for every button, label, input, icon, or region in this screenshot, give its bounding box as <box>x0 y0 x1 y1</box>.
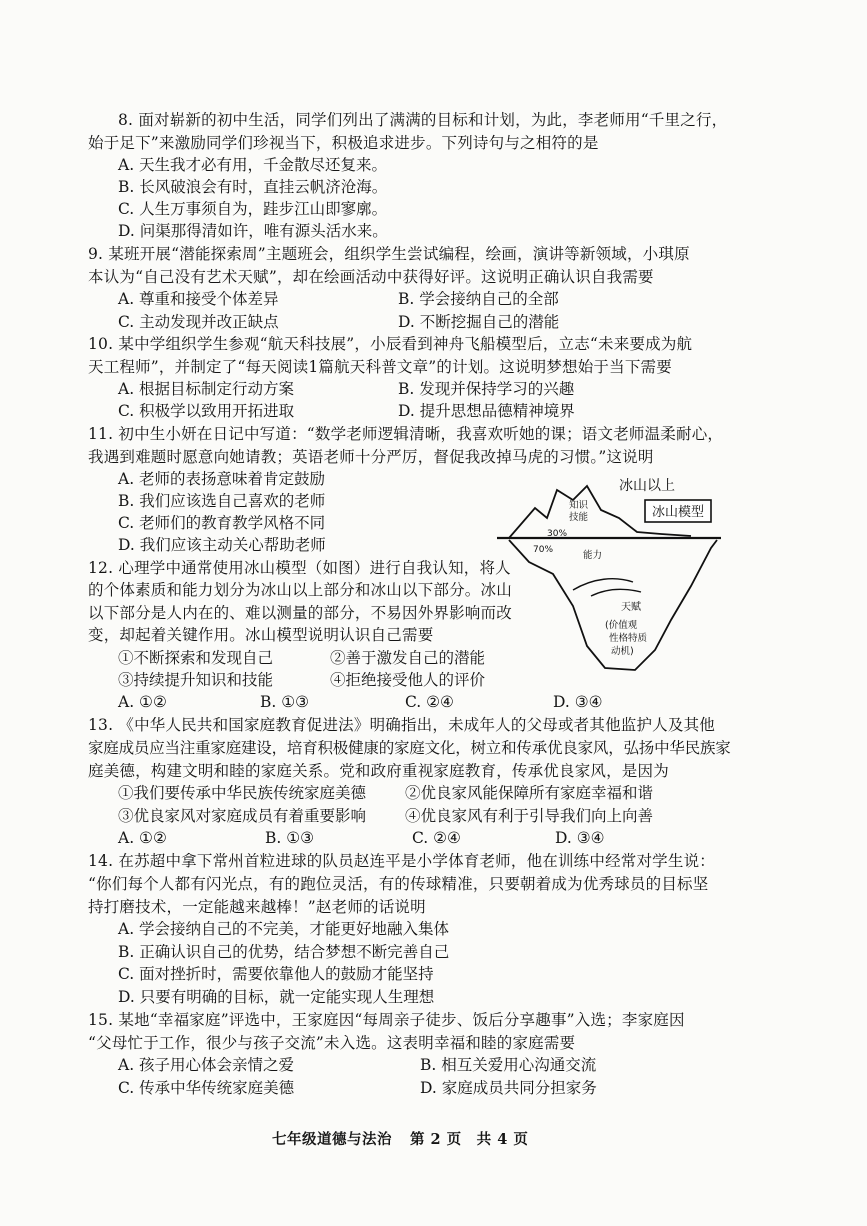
q15-stem-line-2: “父母忙于工作，很少与孩子交流”未入选。这表明幸福和睦的家庭需要 <box>88 1034 576 1052</box>
q14-stem-line-2: “你们每个人都有闪光点，有的跑位灵活，有的传球精准，只要朝着成为优秀球员的目标坚 <box>88 875 709 893</box>
q8-stem-line-1: 8. 面对崭新的初中生活，同学们列出了满满的目标和计划，为此，李老师用“千里之行， <box>118 111 728 129</box>
inner-line-2 <box>591 589 641 596</box>
iceberg-model-figure <box>495 470 730 680</box>
q15-option-c: C. 传承中华传统家庭美德 <box>118 1079 295 1097</box>
q9-option-a: A. 尊重和接受个体差异 <box>118 290 279 308</box>
inner-line-1 <box>573 579 633 590</box>
q12-stem-line-2: 的个体素质和能力划分为冰山以上部分和冰山以下部分。冰山 <box>88 581 512 599</box>
q11-option-a: A. 老师的表扬意味着肯定鼓励 <box>118 470 326 488</box>
pct-above: 30% <box>547 529 568 539</box>
ability-label: 能力 <box>583 550 603 561</box>
q13-item-2: ②优良家风能保障所有家庭幸福和谐 <box>405 784 654 802</box>
q14-stem-line-3: 持打磨技术，一定能越来越棒！”赵老师的话说明 <box>88 898 426 916</box>
q12-item-4: ④拒绝接受他人的评价 <box>330 671 486 689</box>
above-label: 冰山以上 <box>619 478 675 494</box>
q13-stem-line-3: 庭美德，构建文明和睦的家庭关系。党和政府重视家庭教育，传承优良家风，是因为 <box>88 762 669 780</box>
deep-label-3: 动机) <box>611 646 634 657</box>
q12-item-3: ③持续提升知识和技能 <box>118 671 274 689</box>
q14-option-b: B. 正确认识自己的优势，结合梦想不断完善自己 <box>118 943 450 961</box>
q15-option-d: D. 家庭成员共同分担家务 <box>420 1079 597 1097</box>
q13-option-b: B. ①③ <box>265 829 315 847</box>
q10-option-d: D. 提升思想品德精神境界 <box>398 402 575 420</box>
q10-stem-line-1: 10. 某中学组织学生参观“航天科技展”，小辰看到神舟飞船模型后，立志“未来要成为航 <box>88 335 693 353</box>
q13-option-d: D. ③④ <box>555 829 605 847</box>
q11-stem-line-1: 11. 初中生小妍在日记中写道：“数学老师逻辑清晰，我喜欢听她的课；语文老师温柔耐心， <box>88 425 724 443</box>
footer-subject: 七年级道德与法治 <box>272 1131 392 1148</box>
q9-option-c: C. 主动发现并改正缺点 <box>118 313 279 331</box>
q15-option-a: A. 孩子用心体会亲情之爱 <box>118 1056 295 1074</box>
deep-label-2: 性格特质 <box>609 633 648 644</box>
q12-stem-line-4: 变，却起着关键作用。冰山模型说明认识自己需要 <box>88 626 434 644</box>
q9-option-b: B. 学会接纳自己的全部 <box>398 290 559 308</box>
q13-option-c: C. ②④ <box>412 829 461 847</box>
q10-option-c: C. 积极学以致用开拓进取 <box>118 402 295 420</box>
q12-option-b: B. ①③ <box>260 693 310 711</box>
q12-stem-line-1: 12. 心理学中通常使用冰山模型（如图）进行自我认知，将人 <box>88 559 511 577</box>
deep-label-1: (价值观 <box>605 620 638 631</box>
q11-option-c: C. 老师们的教育教学风格不同 <box>118 514 326 532</box>
q10-option-b: B. 发现并保持学习的兴趣 <box>398 380 575 398</box>
q11-option-d: D. 我们应该主动关心帮助老师 <box>118 536 326 554</box>
q14-option-d: D. 只要有明确的目标，就一定能实现人生理想 <box>118 988 435 1006</box>
q12-item-2: ②善于激发自己的潜能 <box>330 649 486 667</box>
model-label: 冰山模型 <box>651 505 705 520</box>
q10-option-a: A. 根据目标制定行动方案 <box>118 380 295 398</box>
q9-option-d: D. 不断挖掘自己的潜能 <box>398 313 560 331</box>
q8-option-a: A. 天生我才必有用，千金散尽还复来。 <box>118 156 388 174</box>
q12-stem-line-3: 以下部分是人内在的、难以测量的部分，不易因外界影响而改 <box>88 604 512 622</box>
q11-option-b: B. 我们应该选自己喜欢的老师 <box>118 492 326 510</box>
q9-stem-line-1: 9. 某班开展“潜能探索周”主题班会，组织学生尝试编程，绘画，演讲等新领域，小琪原 <box>88 245 690 263</box>
q13-stem-line-1: 13. 《中华人民共和国家庭教育促进法》明确指出，未成年人的父母或者其他监护人及其他 <box>88 716 715 734</box>
q8-option-c: C. 人生万事须自为，跬步江山即寥廓。 <box>118 200 388 218</box>
q13-stem-line-2: 家庭成员应当注重家庭建设，培育积极健康的家庭文化，树立和传承优良家风，弘扬中华民族家 <box>88 739 731 757</box>
q12-option-c: C. ②④ <box>405 693 454 711</box>
q9-stem-line-2: 本认为“自己没有艺术天赋”，却在绘画活动中获得好评。这说明正确认识自我需要 <box>88 268 654 286</box>
q12-item-1: ①不断探索和发现自己 <box>118 649 274 667</box>
q13-item-4: ④优良家风有利于引导我们向上向善 <box>405 807 654 825</box>
q15-option-b: B. 相互关爱用心沟通交流 <box>420 1056 597 1074</box>
q11-stem-line-2: 我遇到难题时愿意向她请教；英语老师十分严厉，督促我改掉马虎的习惯。”这说明 <box>88 448 654 466</box>
q8-option-b: B. 长风破浪会有时，直挂云帆济沧海。 <box>118 178 388 196</box>
q15-stem-line-1: 15. 某地“幸福家庭”评选中，王家庭因“每周亲子徒步、饭后分享趣事”入选；李家庭因 <box>88 1011 685 1029</box>
q14-stem-line-1: 14. 在苏超中拿下常州首粒进球的队员赵连平是小学体育老师，他在训练中经常对学生说： <box>88 852 715 870</box>
pct-below: 70% <box>533 545 554 555</box>
talent-label: 天赋 <box>621 602 641 613</box>
q14-option-a: A. 学会接纳自己的不完美，才能更好地融入集体 <box>118 920 450 938</box>
skill-label: 技能 <box>569 512 589 523</box>
q12-option-a: A. ①② <box>118 693 167 711</box>
q13-item-1: ①我们要传承中华民族传统家庭美德 <box>118 784 367 802</box>
knowledge-label: 知识 <box>569 500 589 511</box>
q10-stem-line-2: 天工程师”，并制定了“每天阅读1篇航天科普文章”的计划。这说明梦想始于当下需要 <box>88 358 672 376</box>
q12-option-d: D. ③④ <box>553 693 603 711</box>
q13-item-3: ③优良家风对家庭成员有着重要影响 <box>118 807 367 825</box>
q8-stem-line-2: 始于足下”来激励同学们珍视当下，积极追求进步。下列诗句与之相符的是 <box>88 134 599 152</box>
q8-option-d: D. 问渠那得清如许，唯有源头活水来。 <box>118 222 388 240</box>
q13-option-a: A. ①② <box>118 829 167 847</box>
footer-page-number: 第 2 页 共 4 页 <box>410 1131 529 1148</box>
q14-option-c: C. 面对挫折时，需要依靠他人的鼓励才能坚持 <box>118 965 434 983</box>
